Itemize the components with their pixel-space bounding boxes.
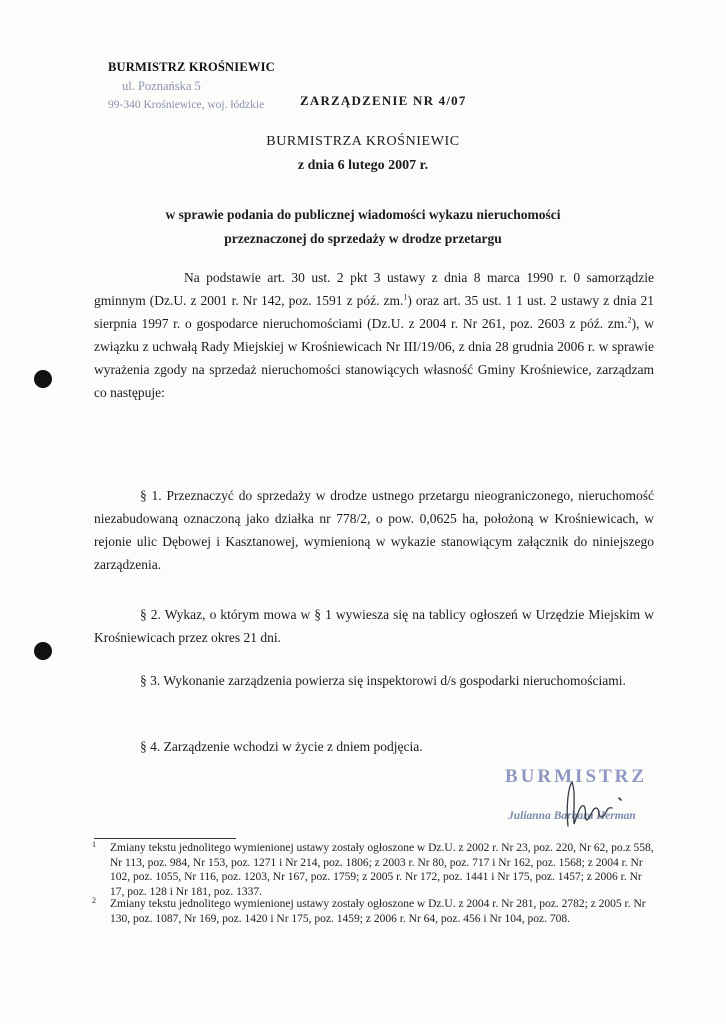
document-date: z dnia 6 lutego 2007 r. (297, 158, 429, 173)
punch-hole (34, 370, 52, 388)
footnote-ref: 2 (627, 315, 632, 325)
handwritten-signature-icon (556, 778, 626, 830)
office-stamp (108, 58, 275, 115)
signature-stamp-name: Julianna Barbara Herman (508, 810, 636, 822)
footnote-1 (92, 840, 658, 899)
legal-basis-paragraph (94, 266, 654, 404)
section-1: § 1. Przeznaczyć do sprzedaży w drodze ustnego przetargu nieograniczonego, nieruchomość niezabudowaną oznaczoną jako działka nr 778/2, o pow. 0,0625 ha, położoną w Krośniewicach, w rejonie ulic Dębowej i Kasztanowej, wymienioną w wykazie stanowiącym załącznik do niniejszego zarządzenia. (94, 488, 654, 572)
signature-stamp-title: BURMISTRZ (505, 766, 648, 787)
subject-line: przeznaczonej do sprzedaży w drodze przetargu (224, 231, 502, 246)
stamp-city: 99-340 Krośniewice, woj. łódzkie (108, 99, 265, 111)
stamp-street: ul. Poznańska 5 (122, 79, 201, 93)
stamp-office-name: BURMISTRZ KROŚNIEWIC (108, 60, 275, 74)
punch-hole (34, 642, 52, 660)
section-4: § 4. Zarządzenie wchodzi w życie z dniem podjęcia. (140, 739, 423, 754)
footnote-ref: 1 (403, 292, 408, 302)
document-subject (0, 203, 726, 251)
section-3: § 3. Wykonanie zarządzenia powierza się inspektorowi d/s gospodarki nieruchomościami. (140, 673, 626, 688)
intro-text: Na podstawie art. 30 ust. 2 pkt 3 ustawy z dnia 8 marca 1990 r. 0 samorządzie gminnym (Dz.U. z 2001 r. Nr 142, poz. 1591 z póź. zm. (94, 270, 654, 308)
intro-text: ) oraz art. 35 ust. 1 1 ust. 2 ustawy z dnia 21 sierpnia 1997 r. o gospodarce nieruchomościami (Dz.U. z 2004 r. Nr 261, poz. 2603 z póź. zm. (94, 293, 654, 331)
intro-text: ), w związku z uchwałą Rady Miejskiej w Krośniewicach Nr III/19/06, z dnia 28 grudnia 2006 r. w sprawie wyrażenia zgody na sprzedaż nieruchomości stanowiących własność Gminy Krośniewice, zarządzam co następuje: (94, 316, 654, 400)
section-2: § 2. Wykaz, o którym mowa w § 1 wywiesza się na tablicy ogłoszeń w Urzędzie Miejskim w Krośniewicach przez okres 21 dni. (94, 607, 654, 645)
document-number: ZARZĄDZENIE NR 4/07 (300, 93, 467, 108)
footnote-text: Zmiany tekstu jednolitego wymienionej ustawy zostały ogłoszone w Dz.U. z 2002 r. Nr 23, poz. 220, Nr 62, po.z 558, Nr 113, poz. 984, Nr 153, poz. 1271 i Nr 214, poz. 1806; z 2003 r. Nr 80, poz. 717 i Nr 162, poz. 1568; z 2004 r. Nr 102, poz. 1055, Nr 116, poz. 1203, Nr 167, poz. 1759; z 2005 r. Nr 172, poz. 1441 i Nr 175, poz. 1457; z 2006 r. Nr 17, poz. 128 i Nr 181, poz. 1337. (110, 842, 654, 898)
subject-line: w sprawie podania do publicznej wiadomości wykazu nieruchomości (165, 207, 561, 222)
footnote-divider (94, 838, 236, 839)
footnote-text: Zmiany tekstu jednolitego wymienionej ustawy zostały ogłoszone w Dz.U. z 2004 r. Nr 281, poz. 2782; z 2005 r. Nr 130, poz. 1087, Nr 169, poz. 1420 i Nr 175, poz. 1459; z 2006 r. Nr 64, poz. 456 i Nr 104, poz. 708. (110, 898, 646, 925)
footnote-mark: 2 (92, 896, 96, 905)
footnote-mark: 1 (92, 840, 96, 849)
footnote-2 (92, 896, 658, 926)
issuer: BURMISTRZA KROŚNIEWIC (266, 134, 460, 149)
